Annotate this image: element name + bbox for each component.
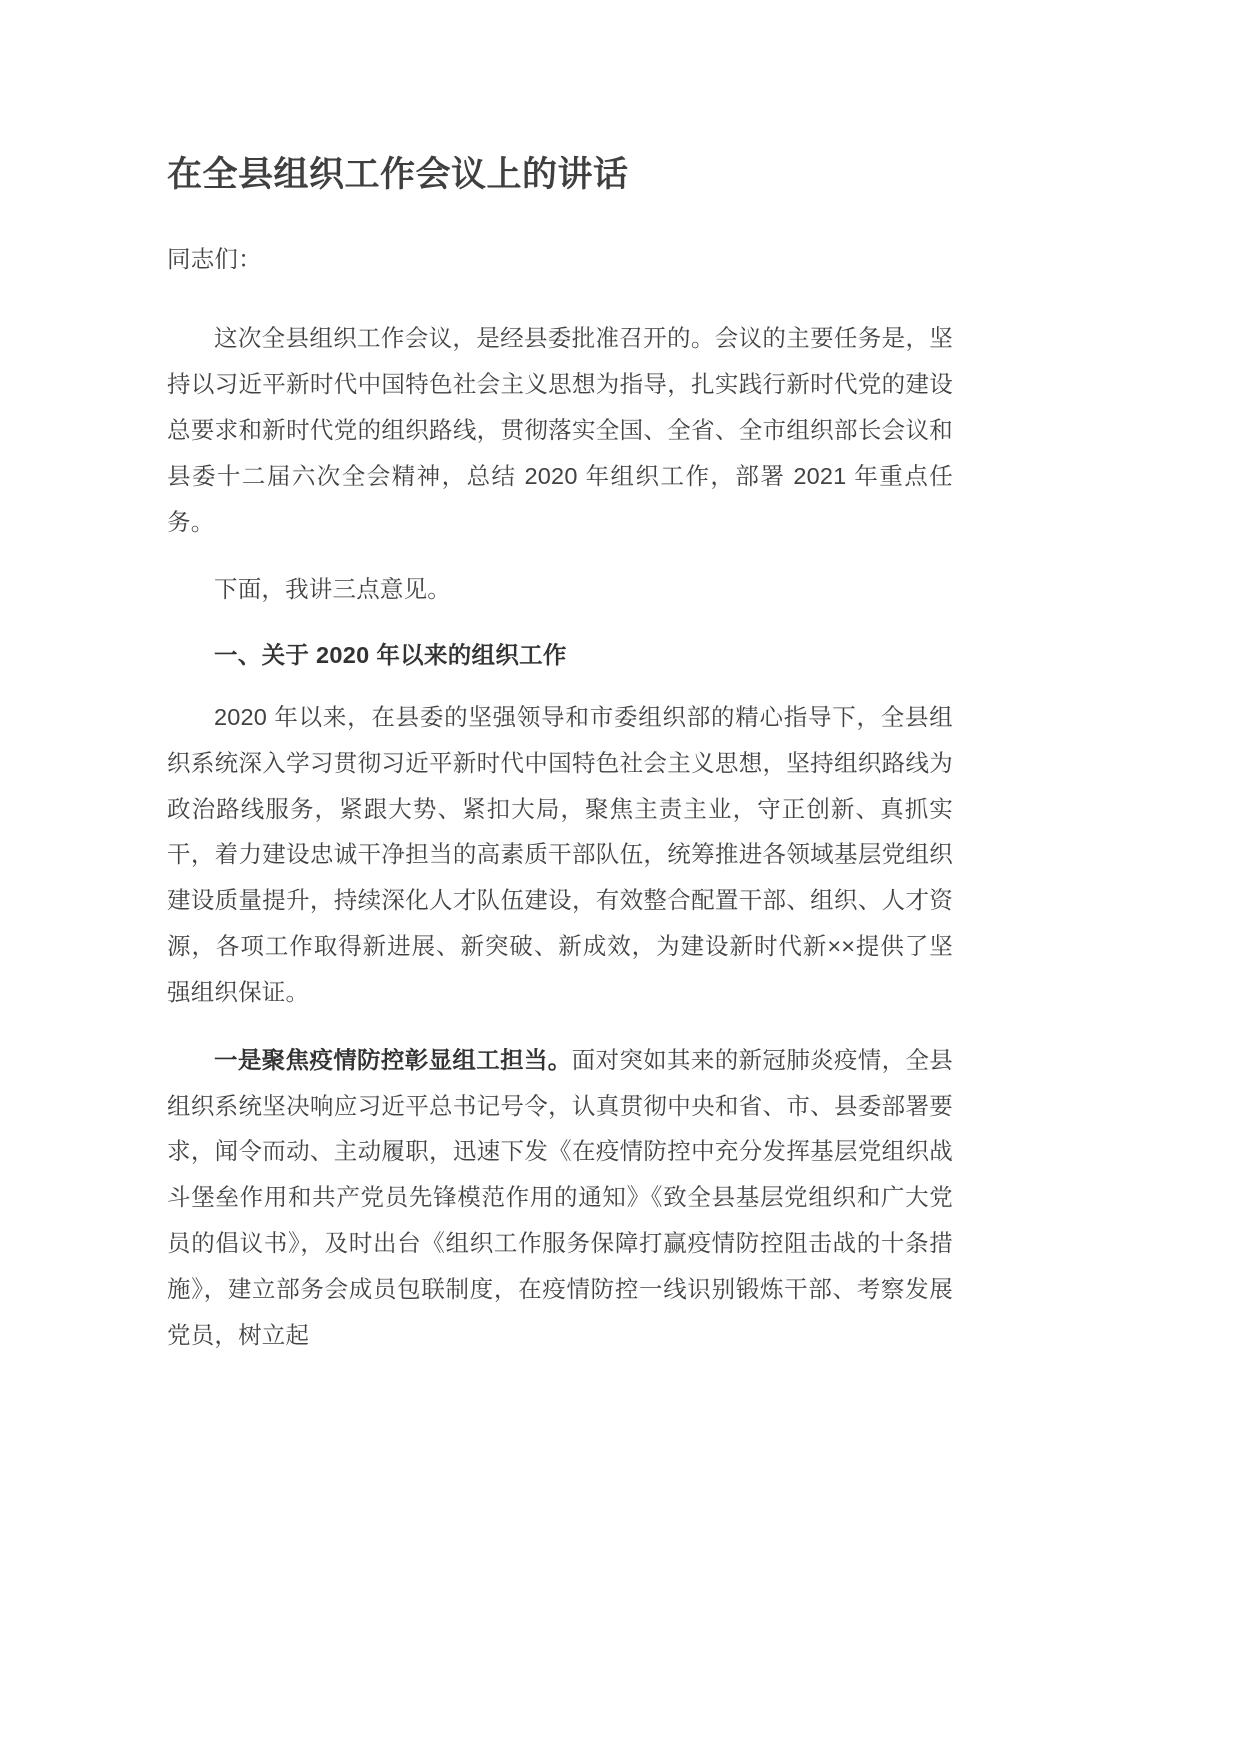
point-one-lead: 一是聚焦疫情防控彰显组工担当。 xyxy=(214,1046,572,1073)
paragraph-opening: 这次全县组织工作会议，是经县委批准召开的。会议的主要任务是，坚持以习近平新时代中国特色社会主义思想为指导，扎实践行新时代党的建设总要求和新时代党的组织路线，贯彻落实全国、全省、全市组织部长会议和县委十二届六次全会精神，总结 2020 年组织工作，部署 2021 年重点任务。 xyxy=(167,325,953,535)
paragraph-section-one-body: 2020 年以来，在县委的坚强领导和市委组织部的精心指导下，全县组织系统深入学习贯彻习近平新时代中国特色社会主义思想，坚持组织路线为政治路线服务，紧跟大势、紧扣大局，聚焦主责主业，守正创新、真抓实干，着力建设忠诚干净担当的高素质干部队伍，统筹推进各领域基层党组织建设质量提升，持续深化人才队伍建设，有效整合配置干部、组织、人才资源，各项工作取得新进展、新突破、新成效，为建设新时代新××提供了坚强组织保证。 xyxy=(167,704,953,1005)
salutation: 同志们： xyxy=(167,245,262,272)
paragraph-point-one xyxy=(167,1038,953,1359)
paragraph-outline: 下面，我讲三点意见。 xyxy=(214,576,451,603)
page-title: 在全县组织工作会议上的讲话 xyxy=(167,155,629,194)
section-heading-one: 一、关于 2020 年以来的组织工作 xyxy=(214,642,567,669)
point-one-body: 面对突如其来的新冠肺炎疫情，全县组织系统坚决响应习近平总书记号令，认真贯彻中央和省、市、县委部署要求，闻令而动、主动履职，迅速下发《在疫情防控中充分发挥基层党组织战斗堡垒作用和共产党员先锋模范作用的通知》《致全县基层党组织和广大党员的倡议书》，及时出台《组织工作服务保障打赢疫情防控阻击战的十条措施》，建立部务会成员包联制度，在疫情防控一线识别锻炼干部、考察发展党员，树立起 xyxy=(167,1046,954,1348)
document-content xyxy=(167,150,953,1380)
